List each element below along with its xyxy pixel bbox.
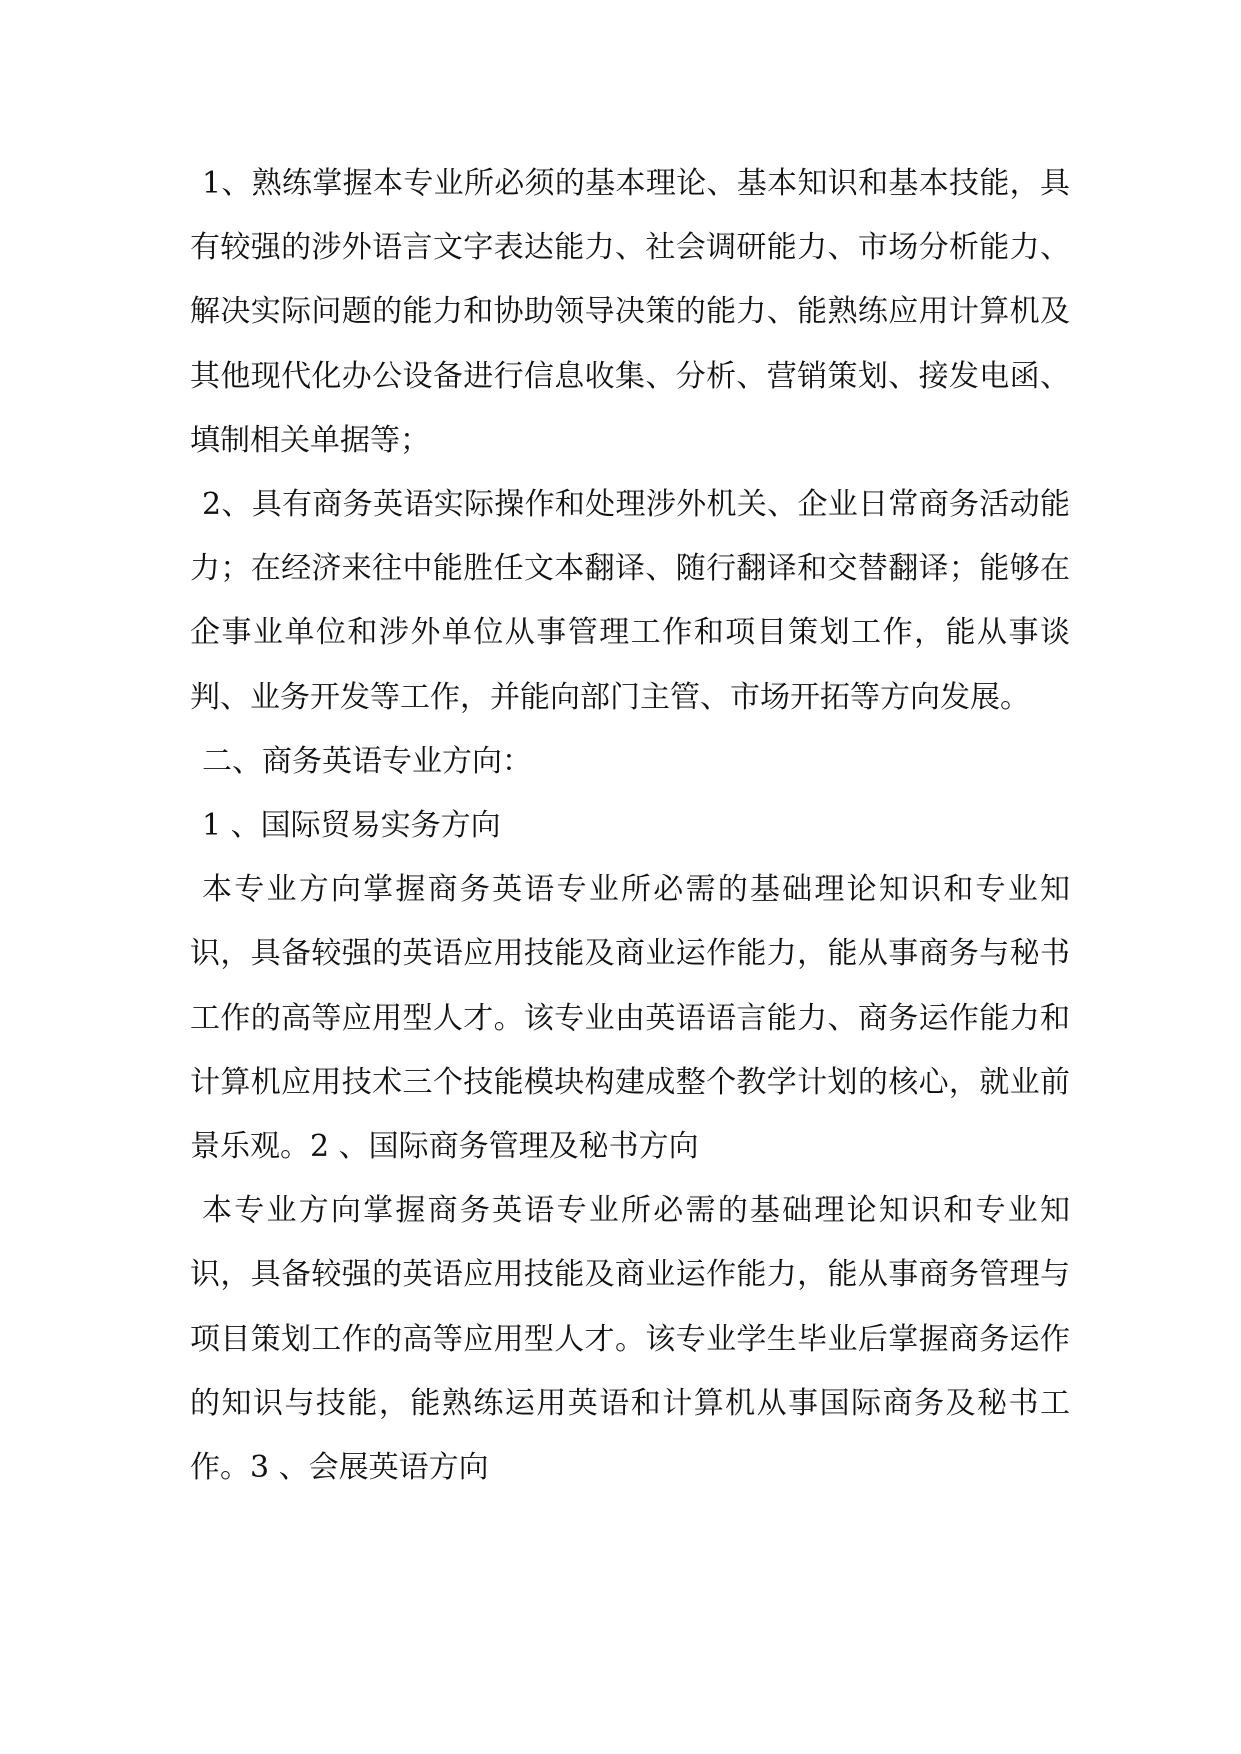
subheading-trade-practice: 1 、国际贸易实务方向 — [202, 808, 501, 844]
paragraph-skills-2: 2、具有商务英语实际操作和处理涉外机关、企业日常商务活动能力；在经济来往中能胜任文本翻译、随行翻译和交替翻译；能够在企事业单位和涉外单位从事管理工作和项目策划工作，能从事谈判、业务开发等工作，并能向部门主管、市场开拓等方向发展。 — [190, 487, 1070, 715]
paragraph-trade-practice: 本专业方向掌握商务英语专业所必需的基础理论知识和专业知识，具备较强的英语应用技能及商业运作能力，能从事商务与秘书工作的高等应用型人才。该专业由英语语言能力、商务运作能力和计算机应用技术三个技能模块构建成整个教学计划的核心，就业前景乐观。2 、国际商务管理及秘书方向 — [190, 872, 1070, 1165]
section-heading-directions: 二、商务英语专业方向： — [202, 743, 532, 779]
document-body — [190, 152, 1070, 1500]
paragraph-business-management: 本专业方向掌握商务英语专业所必需的基础理论知识和专业知识，具备较强的英语应用技能及商业运作能力，能从事商务管理与项目策划工作的高等应用型人才。该专业学生毕业后掌握商务运作的知识与技能，能熟练运用英语和计算机从事国际商务及秘书工作。3 、会展英语方向 — [190, 1193, 1070, 1486]
paragraph-skills-1: 1、熟练掌握本专业所必须的基本理论、基本知识和基本技能，具有较强的涉外语言文字表达能力、社会调研能力、市场分析能力、解决实际问题的能力和协助领导决策的能力、能熟练应用计算机及其他现代化办公设备进行信息收集、分析、营销策划、接发电函、填制相关单据等； — [190, 166, 1070, 458]
